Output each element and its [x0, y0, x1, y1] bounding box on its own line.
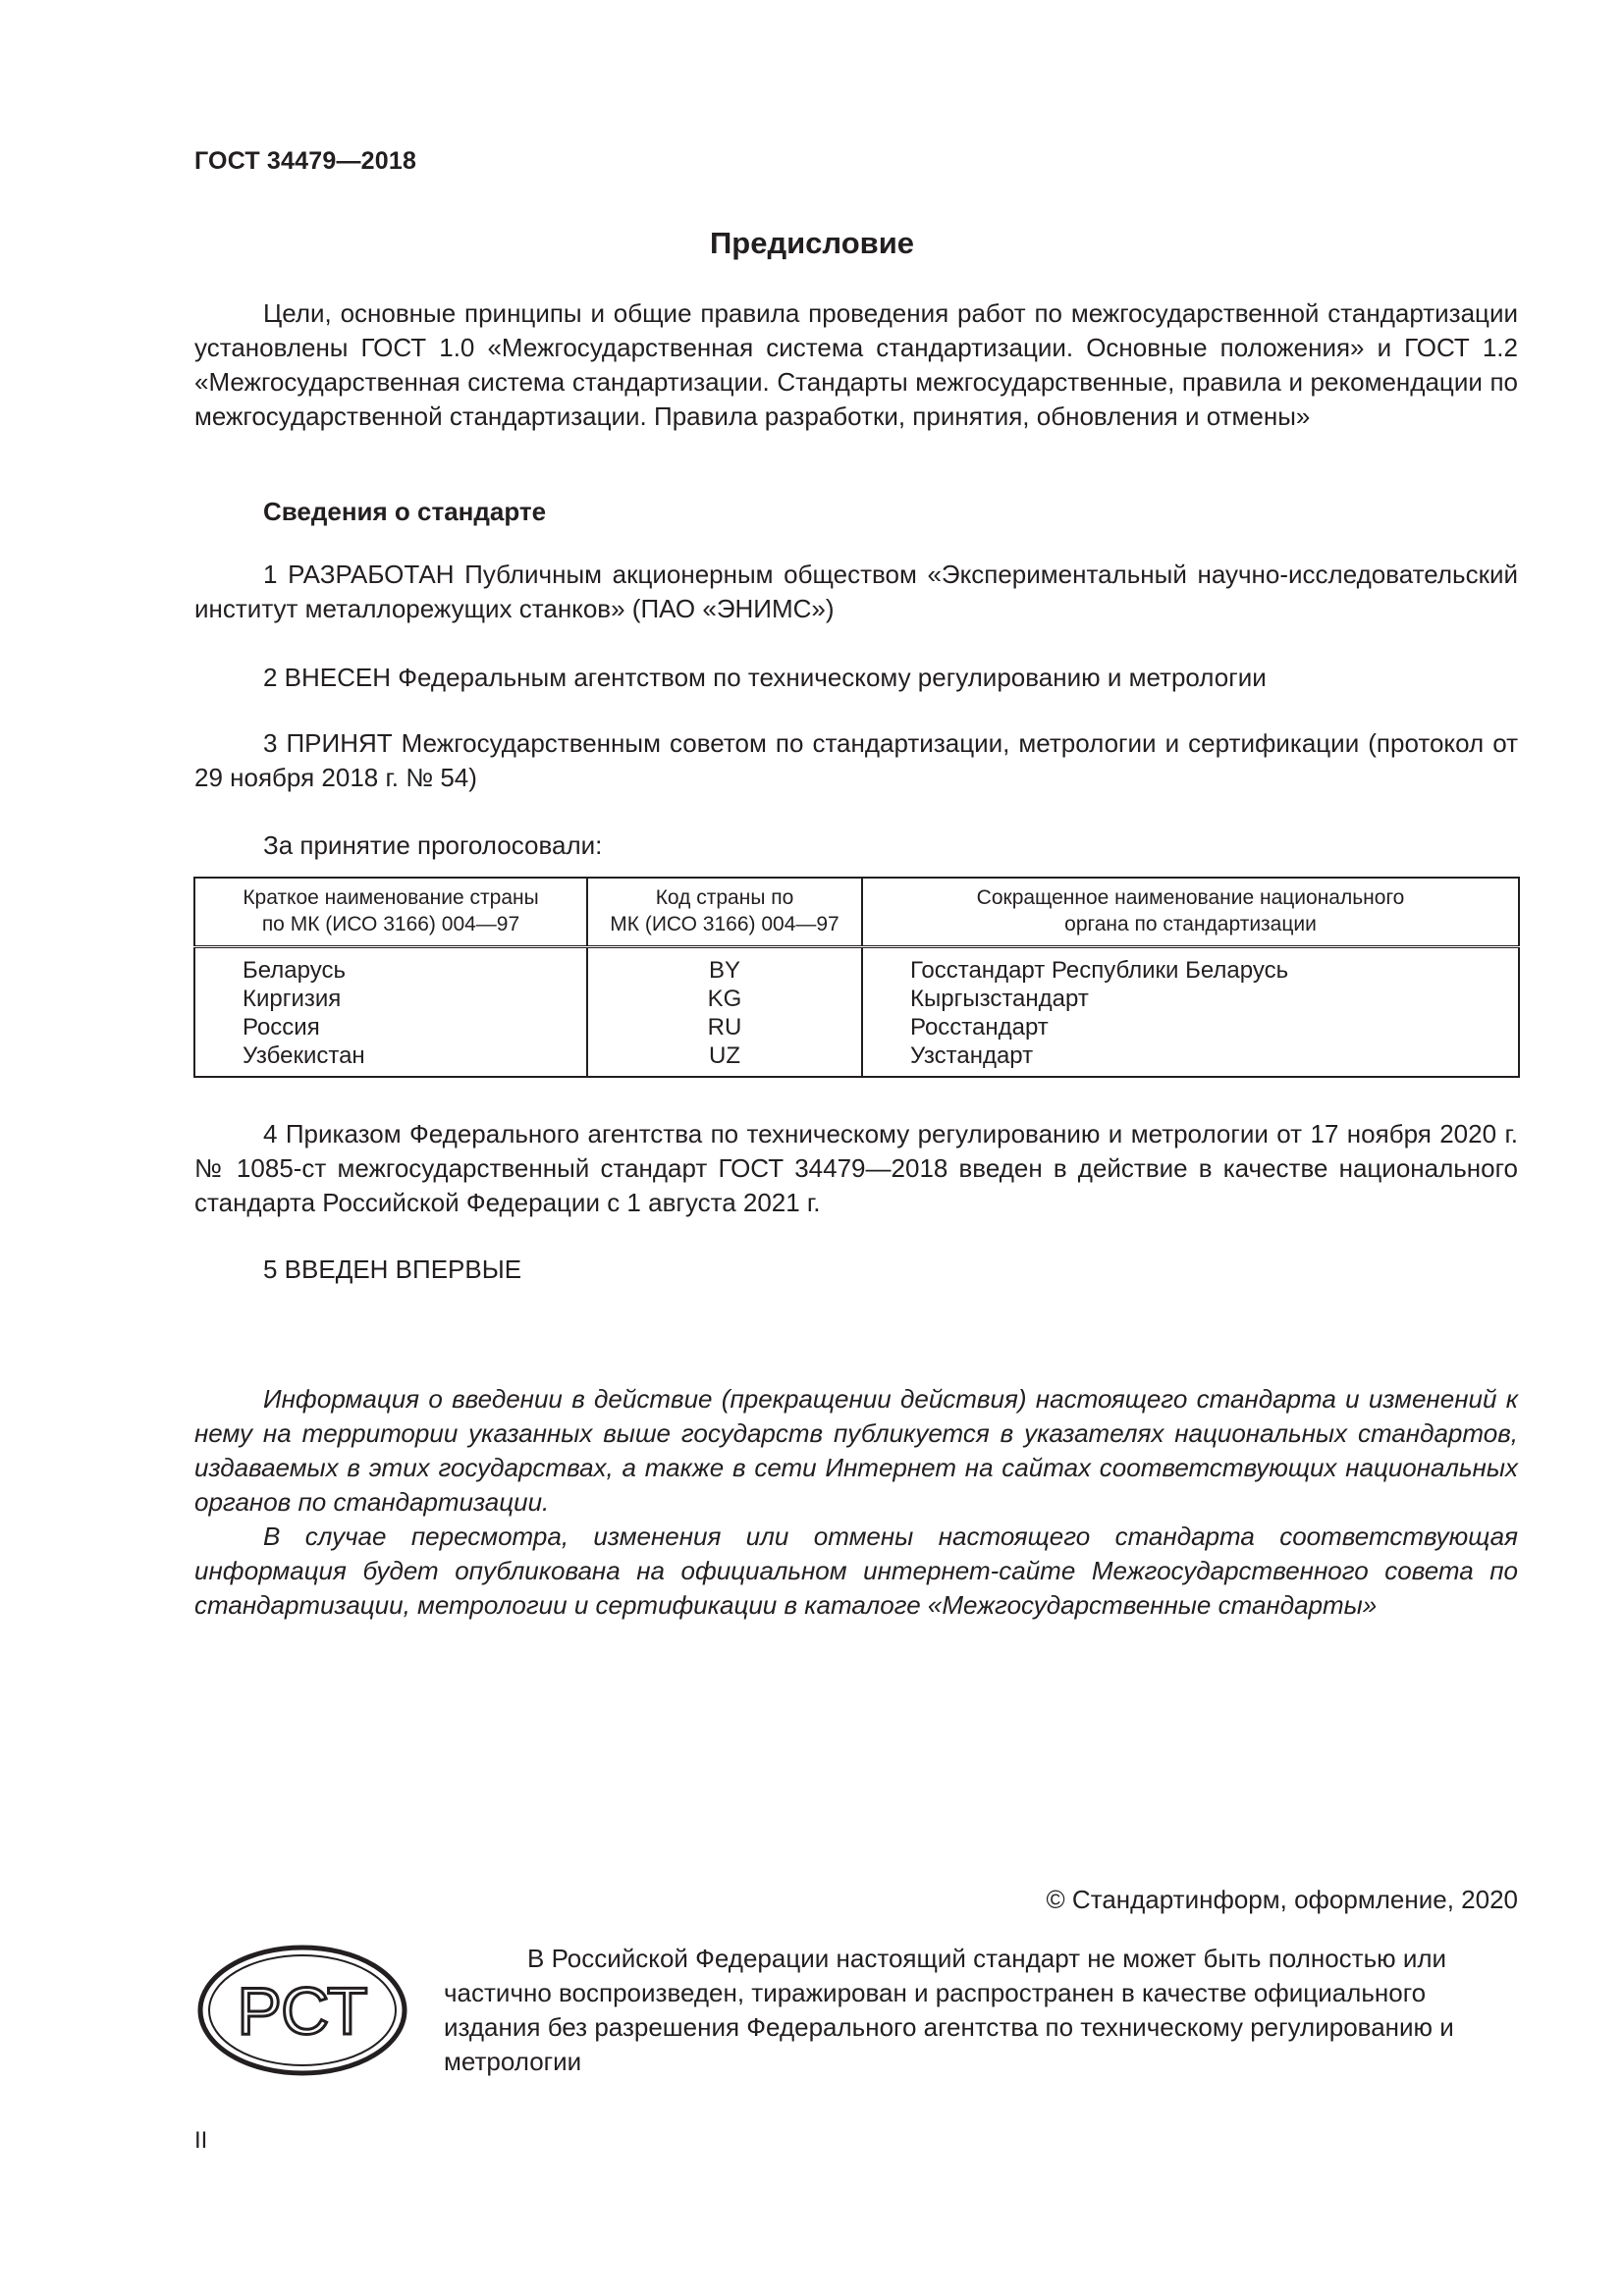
- intro-text: Цели, основные принципы и общие правила проведения работ по межгосударственной стандартизации установлены ГОСТ 1.0 «Межгосударственная система стандартизации. Основные положения» и ГОСТ 1.2 «Межгосударственная система стандартизации. Стандарты межгосударственные, правила и рекомендации по межгосударственной стандартизации. Правила разработки, принятия, обновления и отмены»: [194, 298, 1518, 431]
- header-country-name: [194, 878, 587, 947]
- item-order: [194, 1117, 1518, 1220]
- intro-paragraph: [194, 296, 1518, 434]
- country-code: UZ: [709, 1042, 740, 1069]
- header-line: по МК (ИСО 3166) 004—97: [261, 913, 520, 935]
- item-developed-text: 1 РАЗРАБОТАН Публичным акционерным обществом «Экспериментальный научно-исследовательский институт металлорежущих станков» (ПАО «ЭНИМС»): [194, 560, 1518, 623]
- table-header-row: [194, 878, 1519, 947]
- item-developed: [194, 558, 1518, 626]
- country-codes-cell: [587, 947, 862, 1078]
- header-national-body: [862, 878, 1519, 947]
- country-name: Россия: [243, 1014, 320, 1041]
- item-order-text: 4 Приказом Федерального агентства по техническому регулированию и метрологии от 17 ноября 2020 г. № 1085-ст межгосударственный стандарт ГОСТ 34479—2018 введен в действие в качестве национального стандарта Российской Федерации с 1 августа 2021 г.: [194, 1119, 1518, 1217]
- country-code: BY: [708, 957, 740, 984]
- header-line: Сокращенное наименование национального: [976, 886, 1405, 909]
- copyright-notice-text: В Российской Федерации настоящий стандарт не может быть полностью или частично воспроизведен, тиражирован и распространен в качестве официального издания без разрешения Федерального агентства по техническому регулированию и метрологии: [444, 1944, 1454, 2076]
- national-body: Госстандарт Республики Беларусь: [910, 957, 1289, 984]
- header-country-code: [587, 878, 862, 947]
- voted-label: За принятие проголосовали:: [263, 830, 603, 860]
- info-paragraph-2-text: В случае пересмотра, изменения или отмены настоящего стандарта соответствующая информация будет опубликована на официальном интернет-сайте Межгосударственного совета по стандартизации, метрологии и сертификации в каталоге «Межгосударственные стандарты»: [194, 1522, 1518, 1620]
- item-adopted-text: 3 ПРИНЯТ Межгосударственным советом по стандартизации, метрологии и сертификации (протокол от 29 ноября 2018 г. № 54): [194, 728, 1518, 792]
- header-line: органа по стандартизации: [1064, 913, 1317, 935]
- country-names-cell: [194, 947, 587, 1078]
- national-bodies-cell: [862, 947, 1519, 1078]
- page-number: II: [194, 2127, 208, 2154]
- table-body-row: [194, 947, 1519, 1078]
- document-id: ГОСТ 34479—2018: [194, 147, 417, 175]
- country-name: Киргизия: [243, 986, 342, 1012]
- country-code: KG: [707, 986, 742, 1012]
- info-heading: Сведения о стандарте: [263, 497, 547, 526]
- header-line: Краткое наименование страны: [243, 886, 539, 909]
- item-adopted: [194, 726, 1518, 795]
- country-code: RU: [707, 1014, 742, 1041]
- item-introduced: 2 ВНЕСЕН Федеральным агентством по техническому регулированию и метрологии: [263, 663, 1267, 692]
- national-body: Росстандарт: [910, 1014, 1049, 1041]
- national-body: Узстандарт: [910, 1042, 1034, 1069]
- country-name: Беларусь: [243, 957, 346, 984]
- country-name: Узбекистан: [243, 1042, 365, 1069]
- header-line: МК (ИСО 3166) 004—97: [610, 913, 839, 935]
- national-body: Кыргызстандарт: [910, 986, 1089, 1012]
- copyright-notice: [444, 1942, 1518, 2079]
- voting-table: [193, 877, 1520, 1078]
- info-paragraph-1: [194, 1382, 1518, 1520]
- info-paragraph-1-text: Информация о введении в действие (прекращении действия) настоящего стандарта и изменений к нему на территории указанных выше государств публикуется в указателях национальных стандартов, издаваемых в этих государствах, а также в сети Интернет на сайтах соответствующих национальных органов по стандартизации.: [194, 1384, 1518, 1517]
- header-line: Код страны по: [655, 886, 794, 909]
- copyright-line: © Стандартинформ, оформление, 2020: [1046, 1885, 1518, 1914]
- info-paragraph-2: [194, 1520, 1518, 1623]
- page-title: Предисловие: [709, 226, 914, 260]
- logo-text: РСТ: [237, 1974, 368, 2049]
- item-first: 5 ВВЕДЕН ВПЕРВЫЕ: [263, 1255, 522, 1284]
- rst-certification-mark-icon: [196, 1942, 408, 2079]
